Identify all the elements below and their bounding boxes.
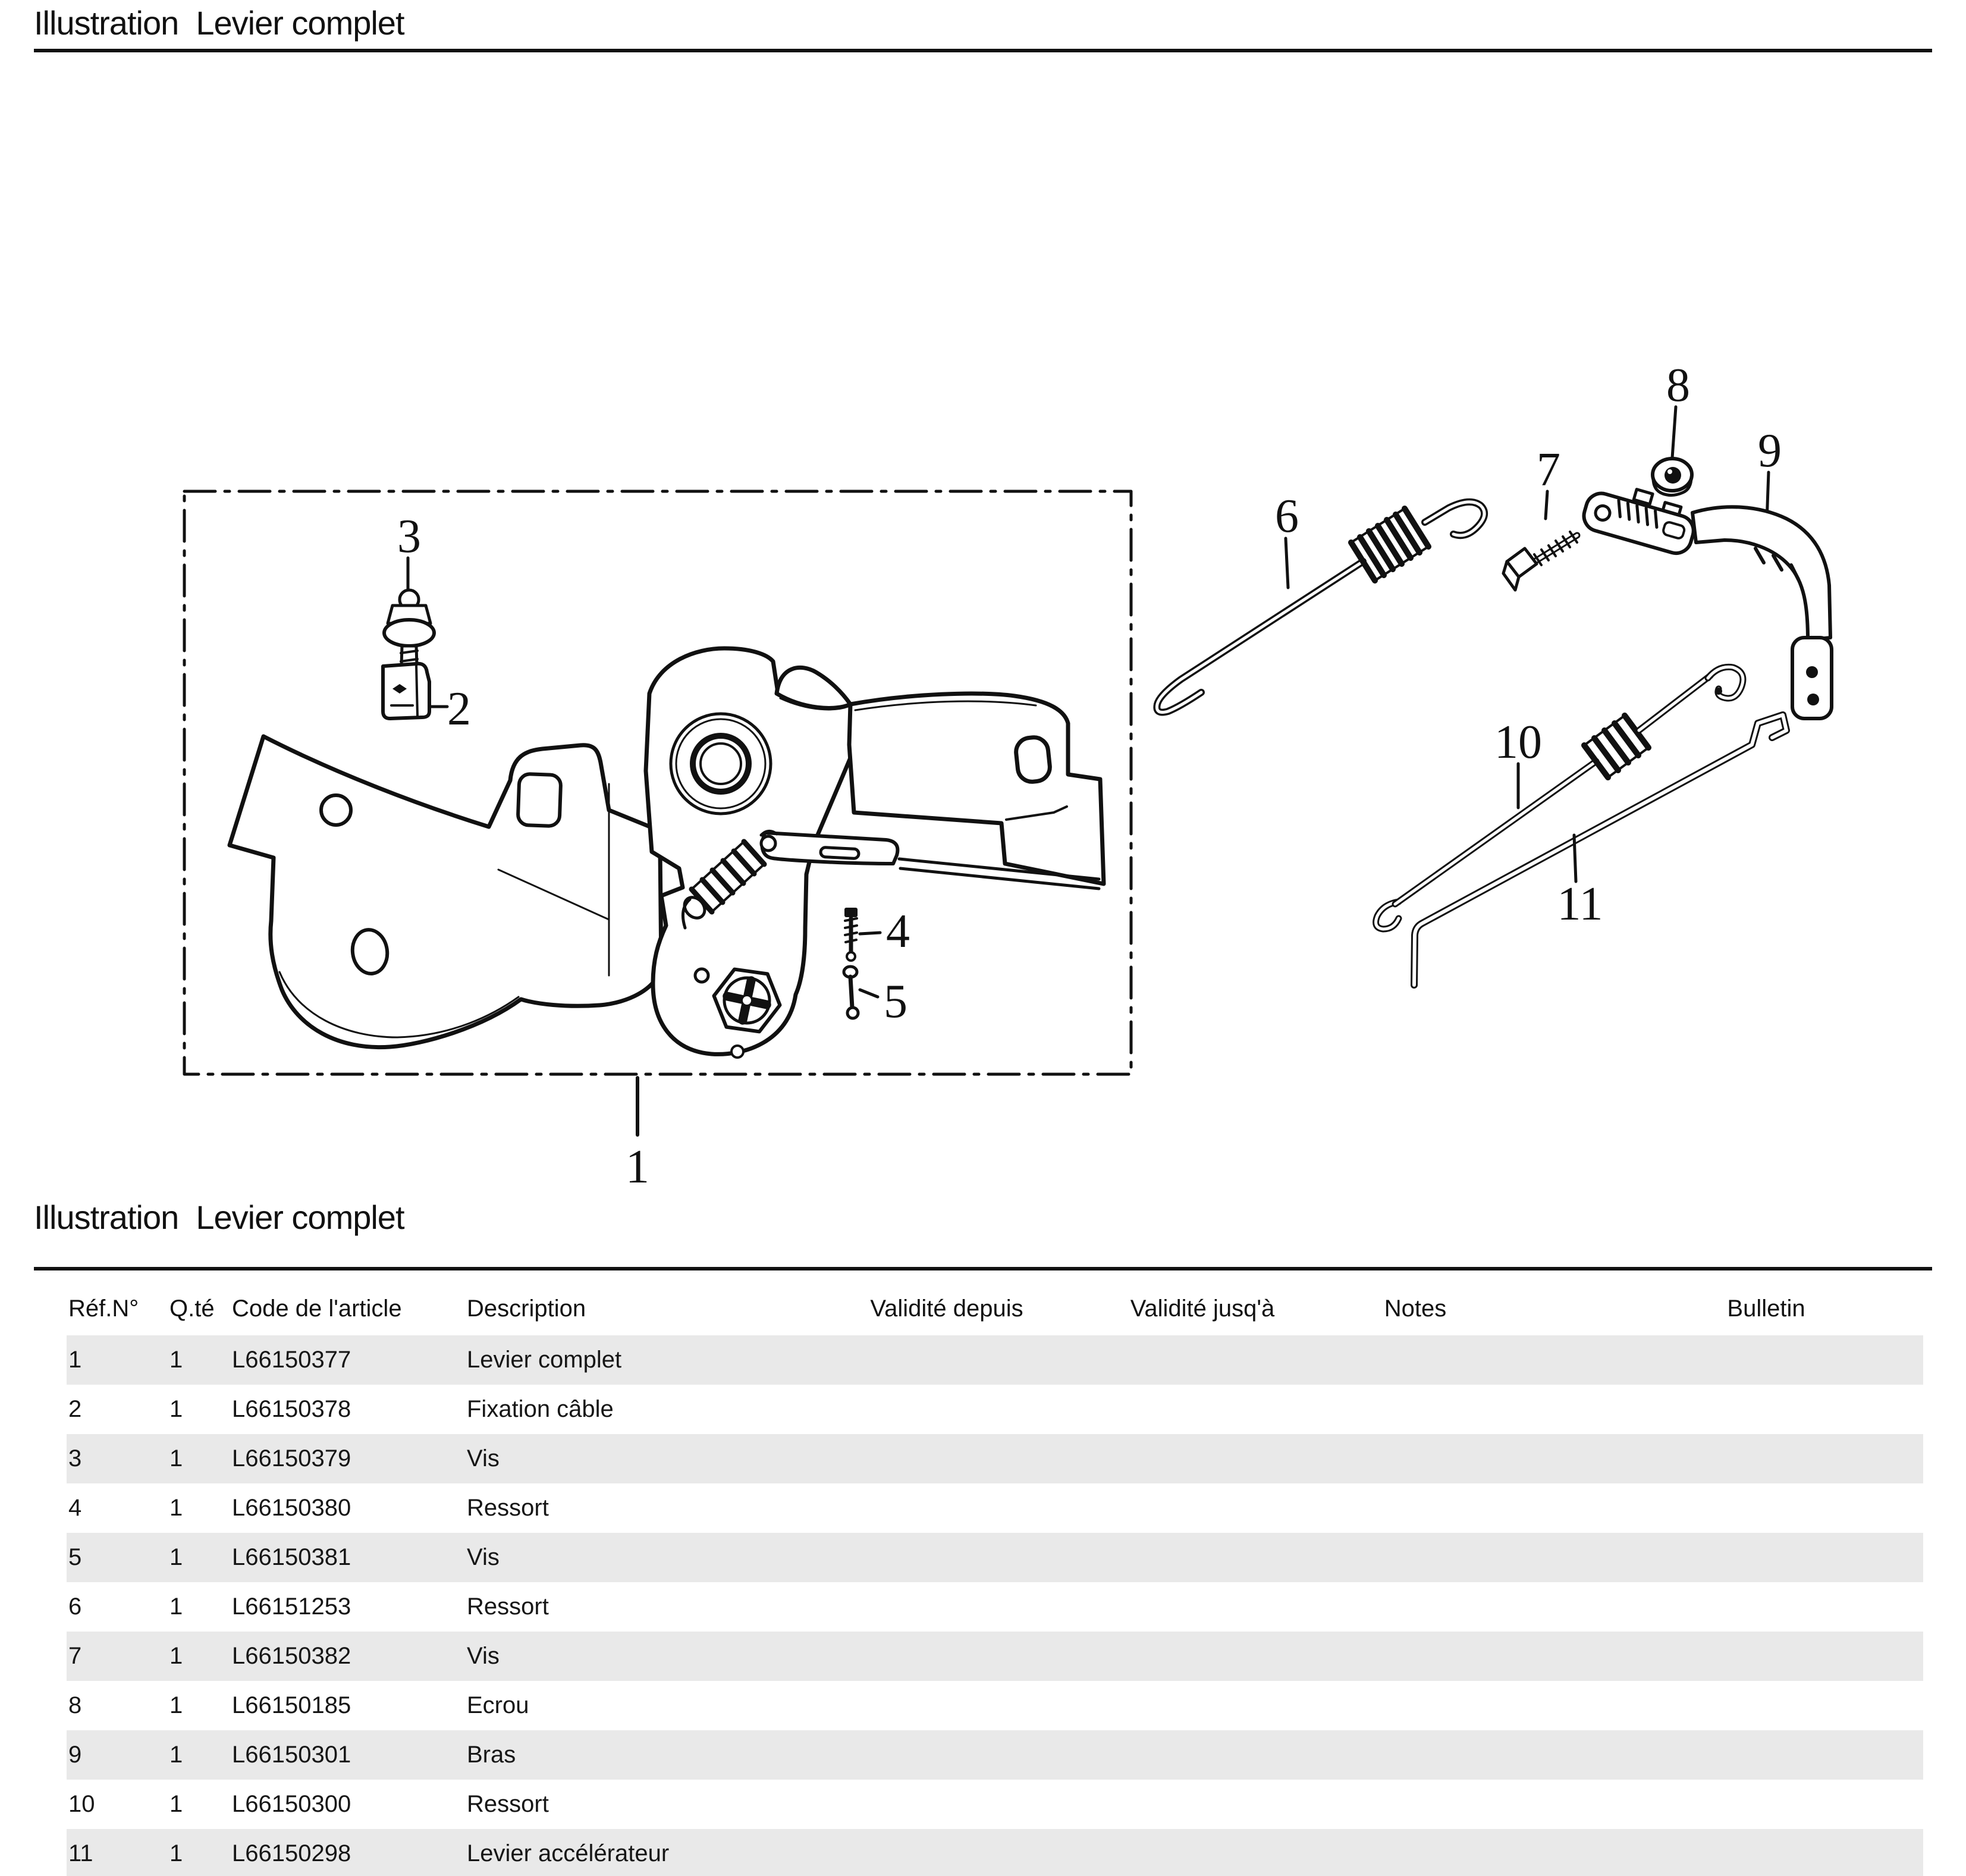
table-row xyxy=(67,1780,1923,1829)
part-9-arm xyxy=(1580,472,1832,719)
part-1-plate xyxy=(230,736,661,1047)
cell-code: L66150379 xyxy=(232,1445,351,1472)
part-5-screw xyxy=(844,967,878,1018)
callout-6: 6 xyxy=(1275,490,1299,542)
cell-qty: 1 xyxy=(169,1791,183,1817)
cell-code: L66150381 xyxy=(232,1544,351,1570)
table-row xyxy=(67,1434,1923,1483)
part-3-screw xyxy=(384,558,434,694)
table-row xyxy=(67,1582,1923,1632)
cell-ref: 9 xyxy=(68,1742,82,1768)
callout-2: 2 xyxy=(447,683,471,735)
cell-desc: Bras xyxy=(467,1742,516,1768)
table-row xyxy=(67,1681,1923,1730)
table-row xyxy=(67,1632,1923,1681)
part-1-spring xyxy=(680,842,764,928)
cell-code: L66150301 xyxy=(232,1742,351,1768)
part-1-bracket xyxy=(849,694,1104,889)
cell-desc: Ressort xyxy=(467,1791,549,1817)
callout-5: 5 xyxy=(884,975,907,1028)
cell-desc: Fixation câble xyxy=(467,1396,614,1422)
cell-qty: 1 xyxy=(169,1495,183,1521)
cell-desc: Vis xyxy=(467,1445,500,1472)
part-8-nut xyxy=(1653,407,1692,495)
cell-code: L66150185 xyxy=(232,1692,351,1718)
callout-11: 11 xyxy=(1557,878,1603,930)
cell-qty: 1 xyxy=(169,1643,183,1669)
col-header-ref: Réf.N° xyxy=(68,1295,139,1322)
col-header-valid-from: Validité depuis xyxy=(870,1295,1023,1322)
cell-qty: 1 xyxy=(169,1692,183,1718)
table-row xyxy=(67,1533,1923,1582)
cell-ref: 5 xyxy=(68,1544,82,1570)
col-header-desc: Description xyxy=(467,1295,586,1322)
cell-desc: Ecrou xyxy=(467,1692,529,1718)
cell-code: L66150377 xyxy=(232,1347,351,1373)
cell-qty: 1 xyxy=(169,1593,183,1620)
callout-3: 3 xyxy=(397,510,421,563)
cell-qty: 1 xyxy=(169,1347,183,1373)
part-6-spring xyxy=(1157,502,1484,713)
cell-code: L66150380 xyxy=(232,1495,351,1521)
table-section-title: Illustration Levier complet xyxy=(34,1199,404,1236)
callout-8: 8 xyxy=(1666,359,1690,412)
table-row xyxy=(67,1829,1923,1876)
part-11-rod xyxy=(1414,715,1786,985)
part-1-link xyxy=(761,831,897,864)
cell-desc: Levier complet xyxy=(467,1347,622,1373)
table-row xyxy=(67,1483,1923,1533)
cell-desc: Levier accélérateur xyxy=(467,1840,670,1866)
callout-10: 10 xyxy=(1494,716,1542,768)
cell-code: L66150298 xyxy=(232,1840,351,1866)
table-row xyxy=(67,1730,1923,1780)
parts-table xyxy=(67,1335,1923,1876)
col-header-bulletin: Bulletin xyxy=(1727,1295,1805,1322)
part-1-lever xyxy=(646,648,854,1058)
cell-ref: 10 xyxy=(68,1791,95,1817)
title-rule-top xyxy=(34,49,1932,52)
col-header-code: Code de l'article xyxy=(232,1295,402,1322)
col-header-valid-to: Validité jusq'à xyxy=(1130,1295,1275,1322)
assembly-frame xyxy=(184,491,1131,1074)
part-4-spring xyxy=(844,908,880,961)
cell-qty: 1 xyxy=(169,1742,183,1768)
cell-desc: Vis xyxy=(467,1643,500,1669)
title-rule-table xyxy=(34,1267,1932,1270)
callout-1: 1 xyxy=(626,1141,649,1193)
table-row xyxy=(67,1385,1923,1434)
col-header-notes: Notes xyxy=(1384,1295,1447,1322)
cell-desc: Ressort xyxy=(467,1593,549,1620)
callout-4: 4 xyxy=(886,905,910,958)
cell-ref: 2 xyxy=(68,1396,82,1422)
part-2-clamp xyxy=(383,664,447,719)
callout-labels xyxy=(397,359,1782,1193)
table-row xyxy=(67,1335,1923,1385)
cell-desc: Ressort xyxy=(467,1495,549,1521)
cell-ref: 11 xyxy=(68,1840,93,1866)
part-10-spring xyxy=(1376,667,1743,929)
cell-ref: 6 xyxy=(68,1593,82,1620)
page-title: Illustration Levier complet xyxy=(34,4,404,42)
cell-qty: 1 xyxy=(169,1544,183,1570)
cell-ref: 3 xyxy=(68,1445,82,1472)
col-header-qty: Q.té xyxy=(169,1295,215,1322)
cell-ref: 4 xyxy=(68,1495,82,1521)
part-7-screw xyxy=(1503,491,1577,590)
cell-ref: 1 xyxy=(68,1347,82,1373)
cell-code: L66150382 xyxy=(232,1643,351,1669)
cell-code: L66150378 xyxy=(232,1396,351,1422)
cell-ref: 7 xyxy=(68,1643,82,1669)
cell-code: L66151253 xyxy=(232,1593,351,1620)
cell-code: L66150300 xyxy=(232,1791,351,1817)
callout-9: 9 xyxy=(1758,425,1782,477)
cell-qty: 1 xyxy=(169,1396,183,1422)
callout-7: 7 xyxy=(1537,444,1560,496)
cell-qty: 1 xyxy=(169,1445,183,1472)
cell-qty: 1 xyxy=(169,1840,183,1866)
cell-ref: 8 xyxy=(68,1692,82,1718)
cell-desc: Vis xyxy=(467,1544,500,1570)
